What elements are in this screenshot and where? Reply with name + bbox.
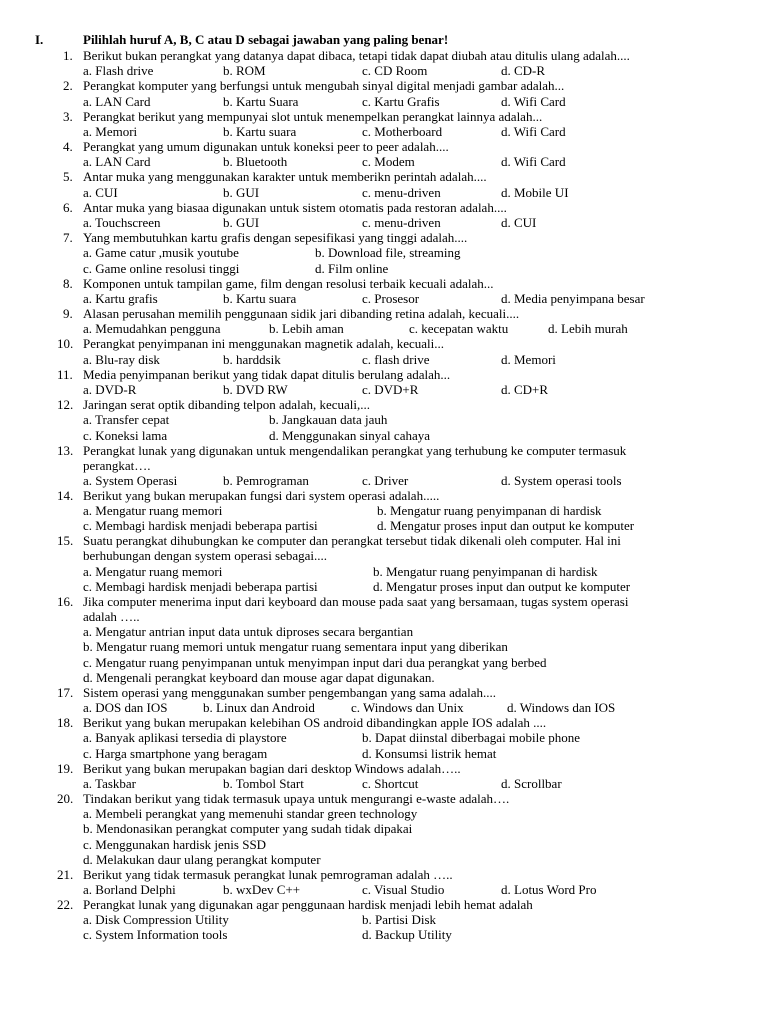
answer-option: d. Memori [501,352,556,367]
answer-option: d. Backup Utility [362,927,452,942]
answer-option: b. Dapat diinstal diberbagai mobile phone [362,730,581,745]
answer-option: b. Kartu suara [223,124,297,139]
answer-option: a. Borland Delphi [83,882,176,897]
answer-option: c. Shortcut [362,776,419,791]
answer-option: a. Banyak aplikasi tersedia di playstore [83,730,287,745]
question-number: 15. [57,533,74,548]
answer-option: b. wxDev C++ [223,882,301,897]
answer-option: b. Mengatur ruang penyimpanan di hardisk [373,564,598,579]
question-number: 16. [57,594,74,609]
answer-option: a. Memori [83,124,138,139]
question-text: Perangkat lunak yang digunakan untuk mengendalikan perangkat yang terhubung ke computer termasuk [83,443,627,458]
answer-option: a. Memudahkan pengguna [83,321,221,336]
question-number: 21. [57,867,74,882]
question-number: 8. [63,276,73,291]
question-number: 20. [57,791,74,806]
question-text: Yang membutuhkan kartu grafis dengan sepesifikasi yang tinggi adalah.... [83,230,468,245]
answer-option: d. Media penyimpana besar [501,291,645,306]
question-text: Perangkat lunak yang digunakan agar penggunaan hardisk menjadi lebih hemat adalah [83,897,533,912]
answer-option: c. Koneksi lama [83,428,168,443]
answer-option: c. Membagi hardisk menjadi beberapa partisi [83,518,318,533]
answer-option: c. Harga smartphone yang beragam [83,746,268,761]
answer-option: d. Wifi Card [501,124,566,139]
answer-option: c. Visual Studio [362,882,445,897]
answer-option: b. GUI [223,185,260,200]
answer-option: a. Taskbar [83,776,136,791]
question-number: 14. [57,488,74,503]
answer-option: d. System operasi tools [501,473,622,488]
answer-option: a. Mengatur ruang memori [83,503,223,518]
answer-option: c. Motherboard [362,124,443,139]
answer-option: a. Flash drive [83,63,154,78]
answer-option: d. Mengenali perangkat keyboard dan mouse agar dapat digunakan. [83,670,435,685]
answer-option: c. System Information tools [83,927,228,942]
answer-option: b. Mengatur ruang penyimpanan di hardisk [377,503,602,518]
answer-option: b. DVD RW [223,382,288,397]
answer-option: b. Bluetooth [223,154,288,169]
answer-option: b. Partisi Disk [362,912,437,927]
answer-option: c. flash drive [362,352,430,367]
question-number: 18. [57,715,74,730]
answer-option: c. Kartu Grafis [362,94,440,109]
answer-option: d. Mengatur proses input dan output ke komputer [377,518,635,533]
answer-option: b. Mengatur ruang memori untuk mengatur ruang sementara input yang diberikan [83,639,508,654]
answer-option: b. Mendonasikan perangkat computer yang sudah tidak dipakai [83,821,413,836]
answer-option: c. Prosesor [362,291,420,306]
answer-option: d. CD+R [501,382,549,397]
answer-option: a. LAN Card [83,94,151,109]
question-text: Tindakan berikut yang tidak termasuk upaya untuk mengurangi e-waste adalah…. [83,791,510,806]
answer-option: b. Lebih aman [269,321,344,336]
answer-option: b. Tombol Start [223,776,304,791]
section-numeral: I. [35,32,44,47]
question-number: 11. [57,367,73,382]
question-text: berhubungan dengan system operasi sebagai.... [83,548,328,563]
answer-option: c. DVD+R [362,382,419,397]
answer-option: d. Mengatur proses input dan output ke komputer [373,579,631,594]
answer-option: d. Lebih murah [548,321,628,336]
question-number: 13. [57,443,74,458]
answer-option: a. Transfer cepat [83,412,170,427]
question-text: Komponen untuk tampilan game, film dengan resolusi terbaik kecuali adalah... [83,276,494,291]
answer-option: b. GUI [223,215,260,230]
question-text: Antar muka yang biasaa digunakan untuk sistem otomatis pada restoran adalah.... [83,200,507,215]
answer-option: c. Game online resolusi tinggi [83,261,240,276]
question-number: 3. [63,109,73,124]
answer-option: a. CUI [83,185,118,200]
answer-option: d. Film online [315,261,389,276]
question-text: Media penyimpanan berikut yang tidak dapat ditulis berulang adalah... [83,367,451,382]
question-text: perangkat…. [83,458,151,473]
answer-option: c. menu-driven [362,185,441,200]
question-text: Jika computer menerima input dari keyboard dan mouse pada saat yang bersamaan, tugas system operasi [83,594,629,609]
answer-option: b. Kartu Suara [223,94,299,109]
question-number: 4. [63,139,73,154]
answer-option: d. Konsumsi listrik hemat [362,746,497,761]
question-text: Berikut yang tidak termasuk perangkat lunak pemrograman adalah ….. [83,867,453,882]
answer-option: c. Menggunakan hardisk jenis SSD [83,837,267,852]
answer-option: d. Wifi Card [501,154,566,169]
answer-option: a. Membeli perangkat yang memenuhi standar green technology [83,806,418,821]
answer-option: b. ROM [223,63,266,78]
answer-option: a. System Operasi [83,473,178,488]
answer-option: a. DOS dan IOS [83,700,168,715]
answer-option: a. Kartu grafis [83,291,158,306]
question-text: Berikut yang bukan merupakan bagian dari desktop Windows adalah….. [83,761,461,776]
answer-option: b. harddsik [223,352,281,367]
answer-option: d. Wifi Card [501,94,566,109]
answer-option: a. Blu-ray disk [83,352,160,367]
answer-option: b. Pemrograman [223,473,309,488]
answer-option: a. LAN Card [83,154,151,169]
question-text: Sistem operasi yang menggunakan sumber pengembangan yang sama adalah.... [83,685,496,700]
answer-option: a. Mengatur antrian input data untuk diproses secara bergantian [83,624,414,639]
question-number: 17. [57,685,74,700]
answer-option: b. Linux dan Android [203,700,315,715]
answer-option: a. Touchscreen [83,215,161,230]
answer-option: b. Jangkauan data jauh [269,412,388,427]
section-instruction: Pilihlah huruf A, B, C atau D sebagai jawaban yang paling benar! [83,32,449,47]
question-text: Suatu perangkat dihubungkan ke computer dan perangkat tersebut tidak dikenali oleh computer. Hal ini [83,533,621,548]
question-number: 22. [57,897,74,912]
question-number: 5. [63,169,73,184]
question-number: 6. [63,200,73,215]
question-text: Perangkat komputer yang berfungsi untuk mengubah sinyal digital menjadi gambar adalah... [83,78,565,93]
question-number: 19. [57,761,74,776]
answer-option: d. Mobile UI [501,185,569,200]
answer-option: c. Membagi hardisk menjadi beberapa partisi [83,579,318,594]
question-text: Perangkat yang umum digunakan untuk koneksi peer to peer adalah.... [83,139,449,154]
answer-option: d. Scrollbar [501,776,562,791]
question-number: 10. [57,336,74,351]
question-number: 7. [63,230,73,245]
answer-option: a. Disk Compression Utility [83,912,229,927]
answer-option: c. Modem [362,154,415,169]
answer-option: a. Mengatur ruang memori [83,564,223,579]
question-number: 9. [63,306,73,321]
answer-option: a. DVD-R [83,382,137,397]
question-number: 12. [57,397,74,412]
question-text: Berikut yang bukan merupakan kelebihan OS android dibandingkan apple IOS adalah .... [83,715,547,730]
answer-option: c. Windows dan Unix [351,700,464,715]
answer-option: a. Game catur ,musik youtube [83,245,239,260]
answer-option: c. menu-driven [362,215,441,230]
answer-option: d. CD-R [501,63,546,78]
answer-option: d. Melakukan daur ulang perangkat komputer [83,852,321,867]
question-text: Perangkat penyimpanan ini menggunakan magnetik adalah, kecuali... [83,336,444,351]
question-text: Berikut bukan perangkat yang datanya dapat dibaca, tetapi tidak dapat diubah atau ditulis ulang adalah.... [83,48,630,63]
question-number: 2. [63,78,73,93]
answer-option: b. Kartu suara [223,291,297,306]
question-text: Jaringan serat optik dibanding telpon adalah, kecuali,... [83,397,370,412]
answer-option: c. Driver [362,473,409,488]
answer-option: d. Windows dan IOS [507,700,616,715]
answer-option: d. CUI [501,215,537,230]
answer-option: d. Menggunakan sinyal cahaya [269,428,431,443]
question-text: Antar muka yang menggunakan karakter untuk memberikn perintah adalah.... [83,169,487,184]
question-text: adalah ….. [83,609,140,624]
answer-option: d. Lotus Word Pro [501,882,597,897]
question-text: Perangkat berikut yang mempunyai slot untuk menempelkan perangkat lainnya adalah... [83,109,543,124]
answer-option: c. Mengatur ruang penyimpanan untuk menyimpan input dari dua perangkat yang berbed [83,655,547,670]
question-text: Berikut yang bukan merupakan fungsi dari system operasi adalah..... [83,488,440,503]
answer-option: c. kecepatan waktu [409,321,509,336]
question-text: Alasan perusahan memilih penggunaan sidik jari dibanding retina adalah, kecuali.... [83,306,520,321]
question-number: 1. [63,48,73,63]
answer-option: b. Download file, streaming [315,245,461,260]
answer-option: c. CD Room [362,63,428,78]
